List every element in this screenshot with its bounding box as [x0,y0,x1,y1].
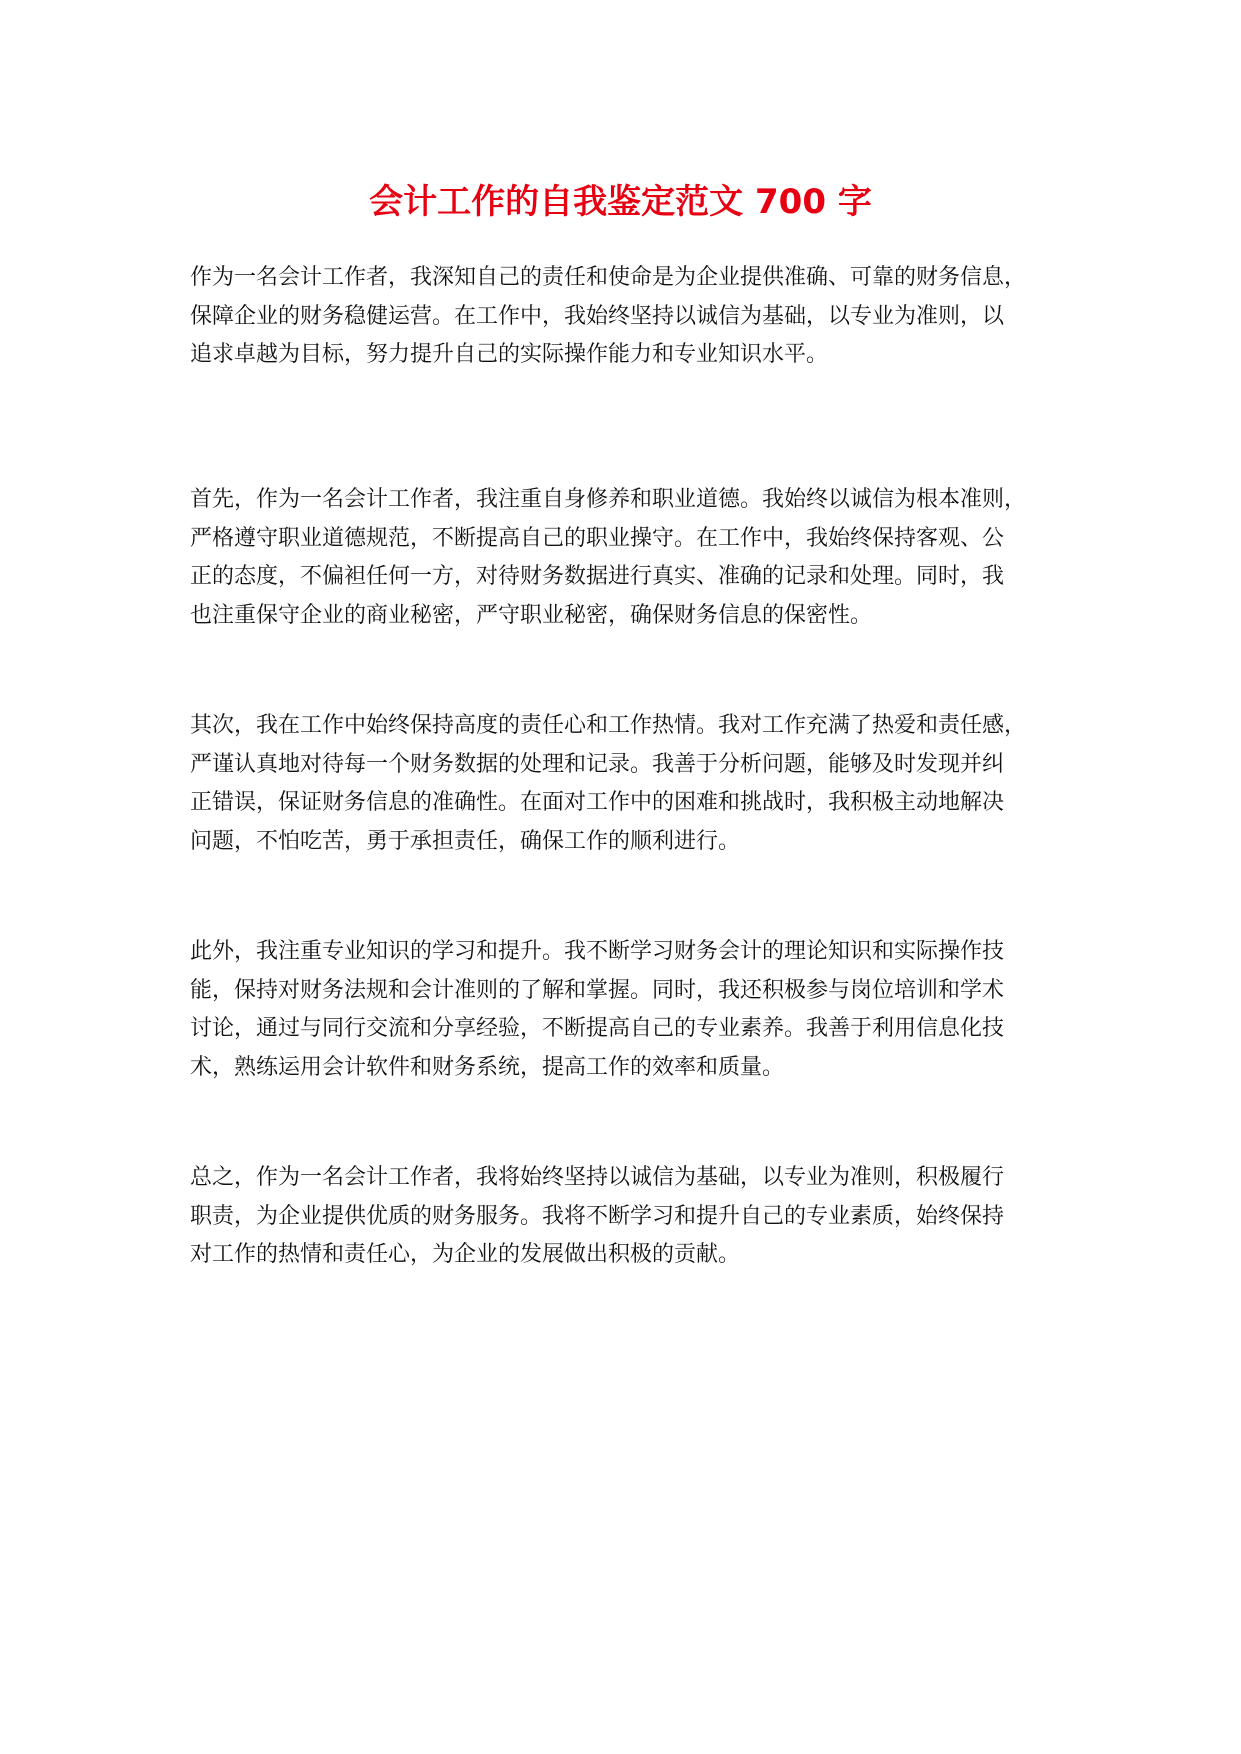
paragraph-line: 讨论，通过与同行交流和分享经验，不断提高自己的专业素养。我善于利用信息化技 [190,1016,1005,1041]
paragraph-line: 也注重保守企业的商业秘密，严守职业秘密，确保财务信息的保密性。 [190,602,873,628]
paragraph-line: 正错误，保证财务信息的准确性。在面对工作中的困难和挑战时，我积极主动地解决 [190,790,1005,815]
paragraph-line: 术，熟练运用会计软件和财务系统，提高工作的效率和质量。 [190,1054,785,1080]
paragraph-line: 此外，我注重专业知识的学习和提升。我不断学习财务会计的理论知识和实际操作技 [190,939,1005,964]
paragraph-5 [190,1159,1080,1275]
paragraph-line: 严格遵守职业道德规范，不断提高自己的职业操守。在工作中，我始终保持客观、公 [190,525,1005,551]
paragraph-line: 问题，不怕吃苦，勇于承担责任，确保工作的顺利进行。 [190,828,741,854]
paragraph-2 [190,481,1080,635]
document-title: 会计工作的自我鉴定范文 700 字 [369,182,872,222]
paragraph-4 [190,933,1080,1087]
paragraph-line: 正的态度，不偏袒任何一方，对待财务数据进行真实、准确的记录和处理。同时，我 [190,564,1005,589]
paragraph-line: 职责，为企业提供优质的财务服务。我将不断学习和提升自己的专业素质，始终保持 [190,1203,1005,1229]
paragraph-1 [190,259,1080,375]
paragraph-line: 首先，作为一名会计工作者，我注重自身修养和职业道德。我始终以诚信为根本准则， [190,487,1027,512]
paragraph-line: 总之，作为一名会计工作者，我将始终坚持以诚信为基础，以专业为准则，积极履行 [190,1165,1005,1190]
paragraph-line: 追求卓越为目标，努力提升自己的实际操作能力和专业知识水平。 [190,342,829,367]
paragraph-line: 作为一名会计工作者，我深知自己的责任和使命是为企业提供准确、可靠的财务信息， [190,265,1027,290]
paragraph-3 [190,707,1080,861]
paragraph-line: 能，保持对财务法规和会计准则的了解和掌握。同时，我还积极参与岗位培训和学术 [190,977,1005,1003]
paragraph-line: 保障企业的财务稳健运营。在工作中，我始终坚持以诚信为基础，以专业为准则，以 [190,303,1005,329]
paragraph-line: 严谨认真地对待每一个财务数据的处理和记录。我善于分析问题，能够及时发现并纠 [190,751,1005,777]
paragraph-line: 其次，我在工作中始终保持高度的责任心和工作热情。我对工作充满了热爱和责任感， [190,713,1027,738]
paragraph-line: 对工作的热情和责任心，为企业的发展做出积极的贡献。 [190,1242,741,1267]
